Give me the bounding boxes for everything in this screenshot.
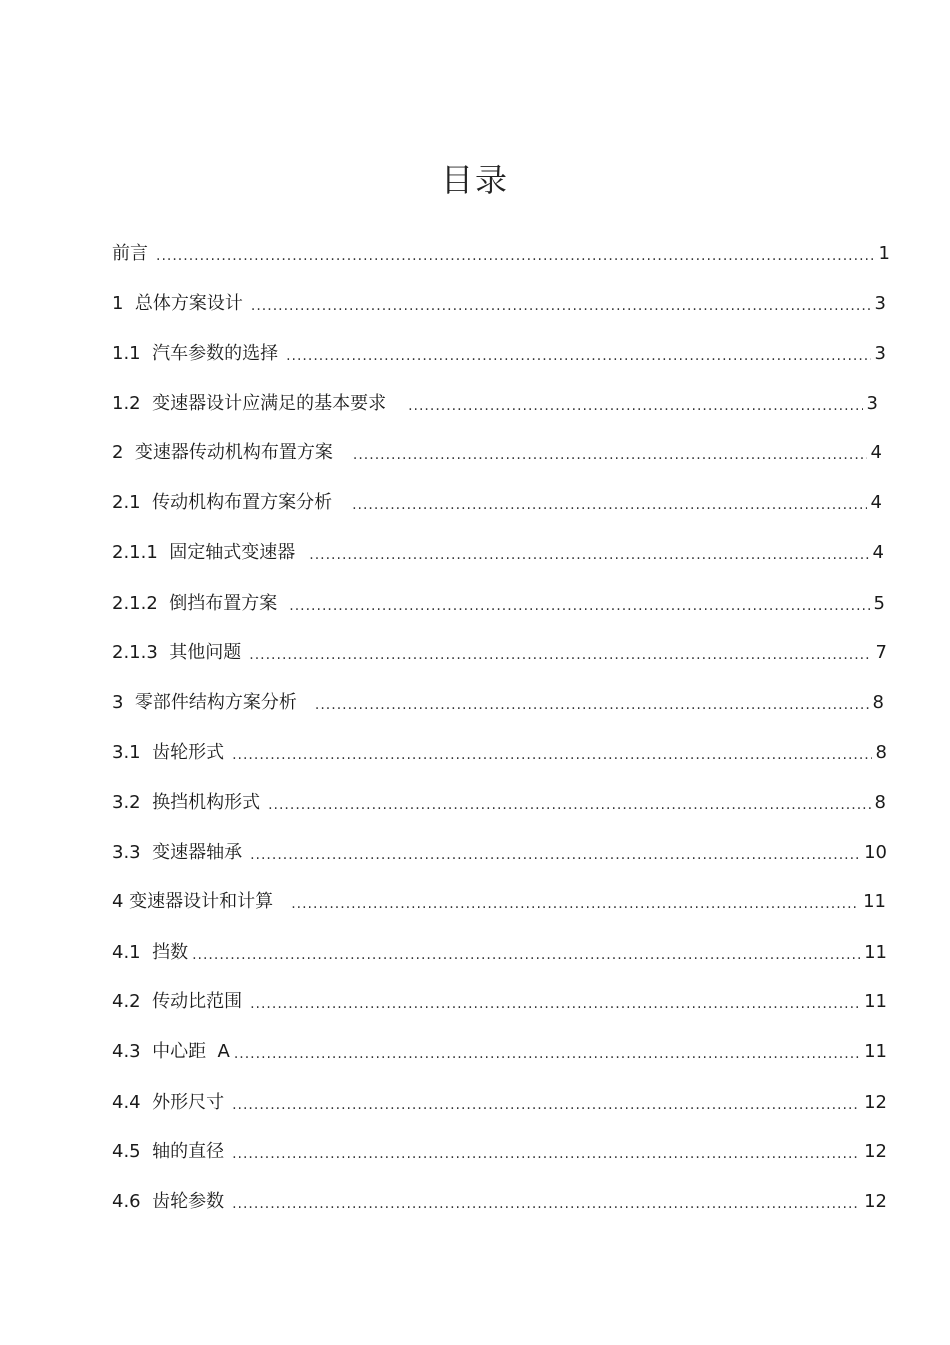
toc-entry-label: 前言 <box>112 243 148 264</box>
toc-entry <box>112 229 890 279</box>
toc-leader-dots <box>249 643 871 667</box>
toc-entry-label: 2.1.1 固定轴式变速器 <box>112 542 296 563</box>
toc-entry <box>112 778 886 828</box>
toc-entry-page: 4 <box>870 442 882 463</box>
toc-entry-page: 3 <box>874 343 886 364</box>
toc-entry <box>112 877 886 927</box>
toc-entry-label: 2 变速器传动机构布置方案 <box>112 442 333 463</box>
toc-leader-dots <box>353 443 867 467</box>
toc-entry-page: 11 <box>864 991 887 1012</box>
toc-title: 目录 <box>440 161 509 199</box>
toc-leader-dots <box>352 493 866 517</box>
toc-leader-dots <box>408 394 862 418</box>
toc-entry <box>112 379 878 429</box>
toc-entry <box>112 428 882 478</box>
toc-entry <box>112 279 886 329</box>
toc-entry-label: 4.4 外形尺寸 <box>112 1092 225 1113</box>
toc-entry-page: 12 <box>864 1141 887 1162</box>
toc-entry <box>112 329 886 379</box>
toc-entry-page: 10 <box>864 842 887 863</box>
toc-entry-label: 2.1.2 倒挡布置方案 <box>112 593 278 614</box>
toc-entry <box>112 977 887 1027</box>
toc-entry-label: 4.3 中心距 A <box>112 1041 230 1062</box>
toc-entry-page: 4 <box>870 492 882 513</box>
toc-leader-dots <box>232 1142 860 1166</box>
toc-entry-label: 1 总体方案设计 <box>112 293 243 314</box>
toc-entry <box>112 579 885 629</box>
toc-entry-page: 12 <box>864 1191 887 1212</box>
toc-entry <box>112 828 887 878</box>
toc-entry-label: 2.1.3 其他问题 <box>112 642 242 663</box>
toc-leader-dots <box>309 543 868 567</box>
toc-entry-label: 2.1 传动机构布置方案分析 <box>112 492 333 513</box>
toc-entry-page: 11 <box>863 891 886 912</box>
toc-entry-label: 3.1 齿轮形式 <box>112 742 225 763</box>
toc-entry-label: 1.1 汽车参数的选择 <box>112 343 279 364</box>
toc-leader-dots <box>268 793 870 817</box>
toc-entry-page: 12 <box>864 1092 887 1113</box>
toc-entry-label: 4.2 传动比范围 <box>112 991 243 1012</box>
toc-entry <box>112 1078 887 1128</box>
toc-entry-page: 11 <box>864 1041 887 1062</box>
toc-entry <box>112 1127 887 1177</box>
toc-entry-label: 3 零部件结构方案分析 <box>112 692 297 713</box>
toc-leader-dots <box>156 244 875 268</box>
toc-leader-dots <box>234 1042 860 1066</box>
toc-leader-dots <box>232 1192 860 1216</box>
toc-leader-dots <box>192 943 860 967</box>
toc-entry-page: 5 <box>873 593 885 614</box>
toc-leader-dots <box>291 892 859 916</box>
toc-entry-page: 3 <box>874 293 886 314</box>
toc-entry-page: 8 <box>872 692 884 713</box>
toc-entry-page: 4 <box>872 542 884 563</box>
toc-entry-label: 1.2 变速器设计应满足的基本要求 <box>112 393 387 414</box>
toc-leader-dots <box>250 992 860 1016</box>
toc-leader-dots <box>289 594 869 618</box>
toc-entry <box>112 928 887 978</box>
toc-entry <box>112 1027 887 1077</box>
toc-entry <box>112 678 884 728</box>
toc-entry-page: 1 <box>878 243 890 264</box>
toc-leader-dots <box>286 344 870 368</box>
toc-leader-dots <box>250 843 860 867</box>
toc-entry-label: 3.2 换挡机构形式 <box>112 792 261 813</box>
toc-entry <box>112 528 884 578</box>
toc-entry-page: 8 <box>875 742 887 763</box>
toc-leader-dots <box>315 693 869 717</box>
toc-entry-page: 3 <box>866 393 878 414</box>
toc-entry-label: 4 变速器设计和计算 <box>112 891 274 912</box>
toc-entry-label: 4.5 轴的直径 <box>112 1141 225 1162</box>
toc-entry-page: 7 <box>875 642 887 663</box>
toc-entry <box>112 628 887 678</box>
toc-entry-page: 8 <box>874 792 886 813</box>
toc-leader-dots <box>232 1093 860 1117</box>
toc-entry-page: 11 <box>864 942 887 963</box>
toc-entry <box>112 478 882 528</box>
toc-entry-label: 4.1 挡数 <box>112 942 189 963</box>
toc-leader-dots <box>232 743 871 767</box>
toc-entry <box>112 1177 887 1227</box>
toc-leader-dots <box>251 294 871 318</box>
toc-entry-label: 3.3 变速器轴承 <box>112 842 243 863</box>
toc-entry-label: 4.6 齿轮参数 <box>112 1191 225 1212</box>
toc-entry <box>112 728 887 778</box>
